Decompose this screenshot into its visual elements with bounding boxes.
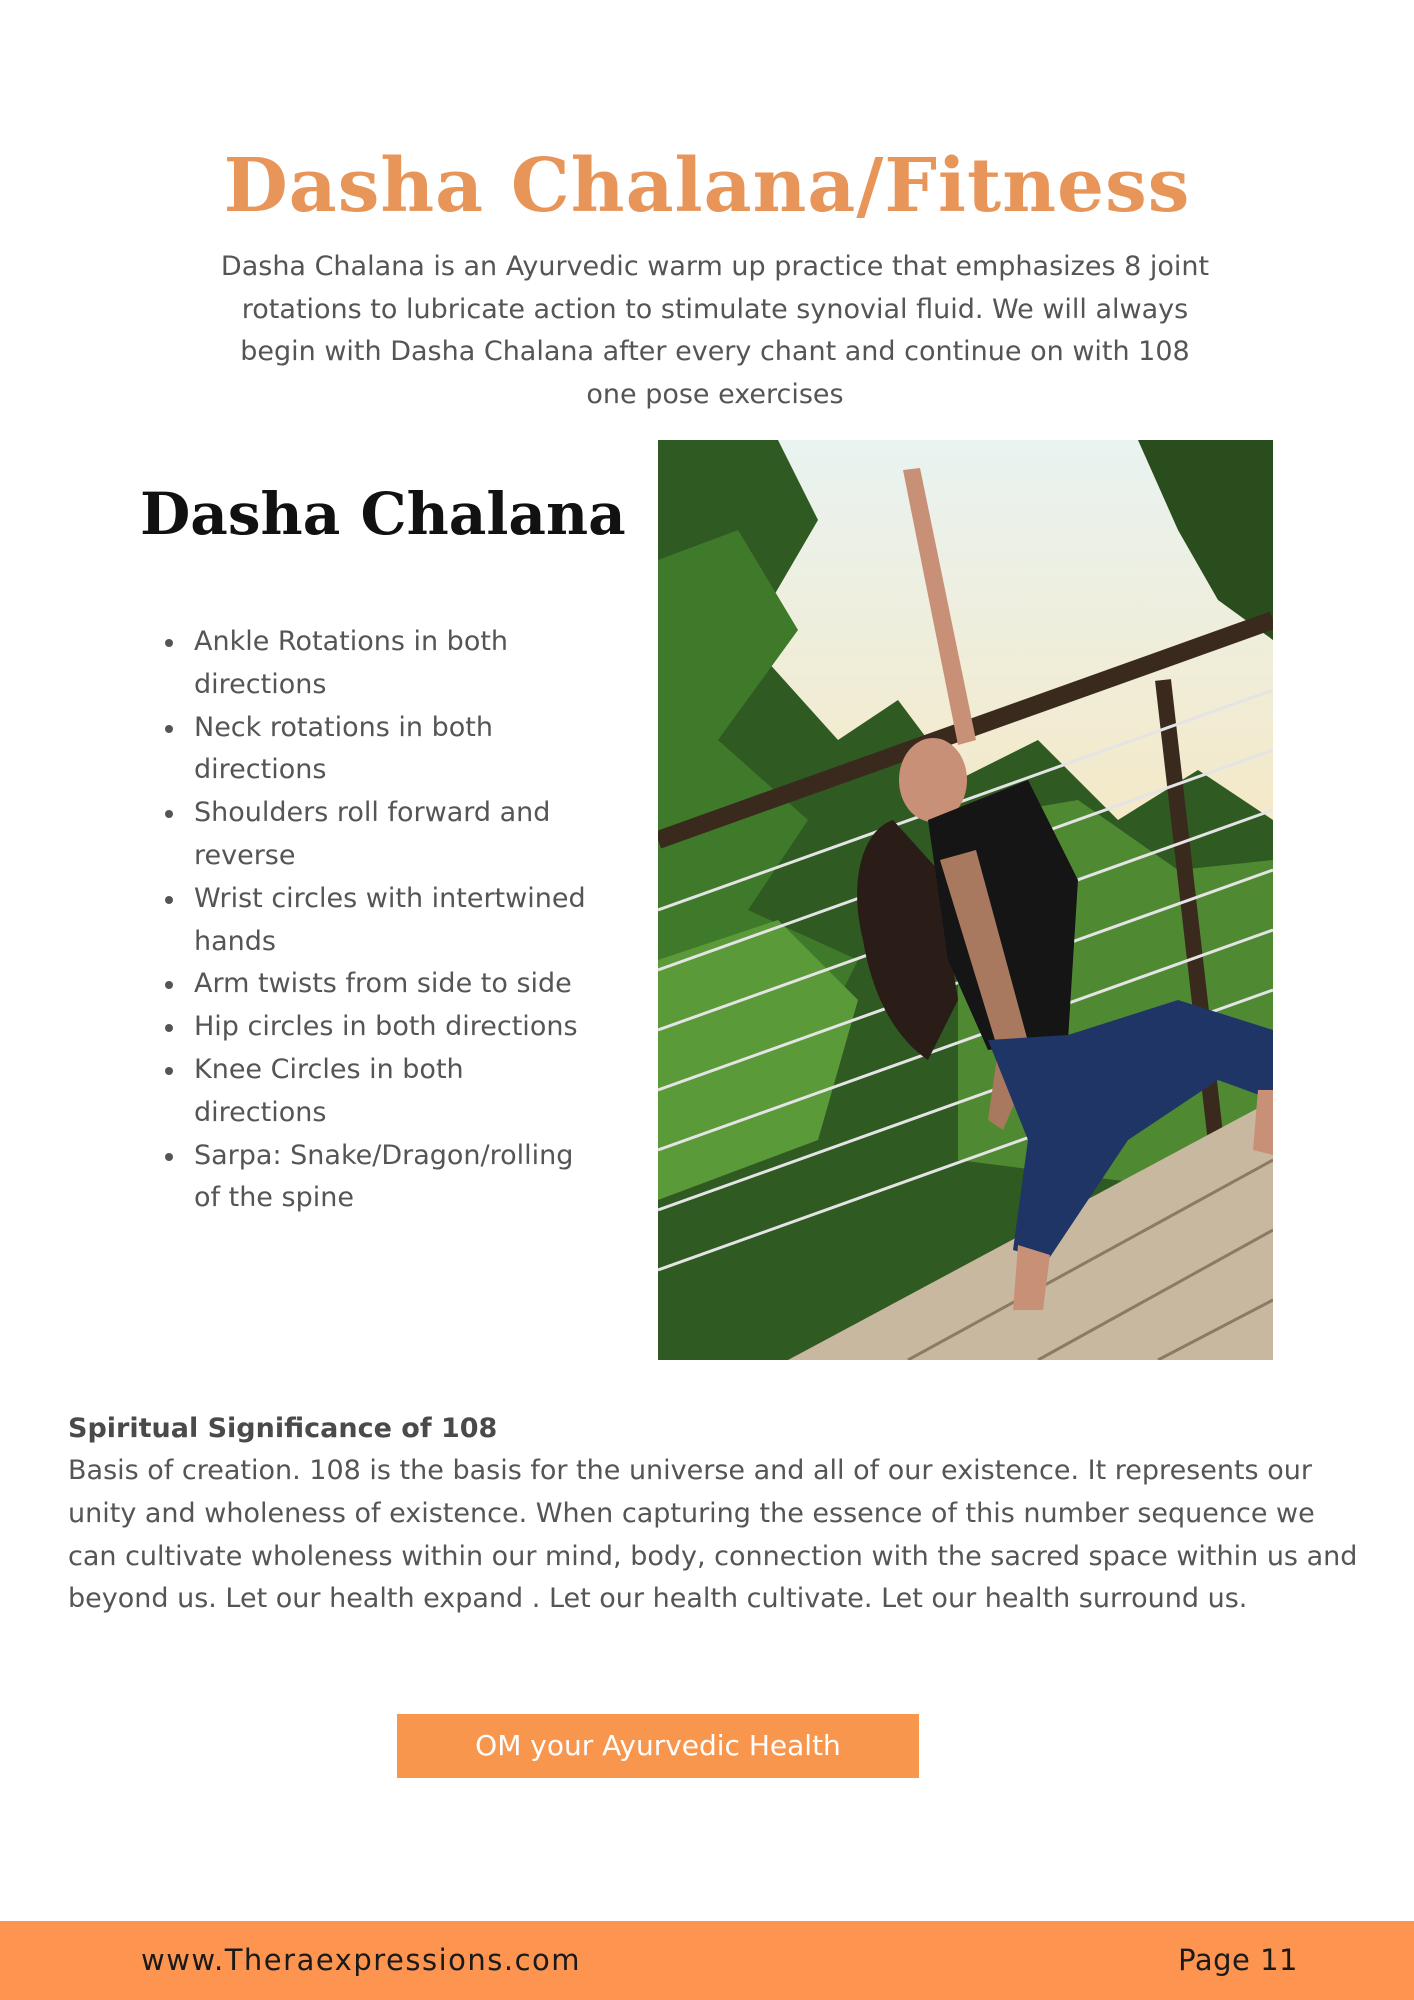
significance-section — [68, 1408, 1358, 1621]
list-item: Arm twists from side to side — [194, 963, 594, 1006]
exercise-list — [194, 621, 594, 1220]
list-item: Knee Circles in both directions — [194, 1049, 594, 1135]
list-item: Hip circles in both directions — [194, 1006, 594, 1049]
page-number: Page 11 — [1178, 1943, 1298, 1977]
list-item: Wrist circles with intertwined hands — [194, 878, 594, 964]
page-title: Dasha Chalana/Fitness — [223, 143, 1191, 229]
yoga-photo-illustration — [658, 440, 1273, 1360]
footer-bar — [0, 1921, 1414, 2000]
significance-title: Spiritual Significance of 108 — [68, 1413, 498, 1444]
list-item: Ankle Rotations in both directions — [194, 621, 594, 707]
om-health-button[interactable]: OM your Ayurvedic Health — [397, 1714, 919, 1778]
intro-paragraph: Dasha Chalana is an Ayurvedic warm up practice that emphasizes 8 joint rotations to lubricate action to stimulate synovial fluid. We will always begin with Dasha Chalana after every chant and continue on with 108 one pose exercises — [220, 251, 1210, 410]
section-heading: Dasha Chalana — [140, 480, 626, 548]
significance-body: Basis of creation. 108 is the basis for the universe and all of our existence. It represents our unity and wholeness of existence. When capturing the essence of this number sequence we can cultivate wholeness within our mind, body, connection with the sacred space within us and beyond us. Let our health expand . Let our health cultivate. Let our health surround us. — [68, 1455, 1358, 1615]
list-item: Sarpa: Snake/Dragon/rolling of the spine — [194, 1135, 594, 1221]
list-item: Shoulders roll forward and reverse — [194, 792, 594, 878]
list-item: Neck rotations in both directions — [194, 707, 594, 793]
yoga-photo — [658, 440, 1273, 1360]
footer-website-link[interactable]: www.Theraexpressions.com — [141, 1943, 582, 1977]
